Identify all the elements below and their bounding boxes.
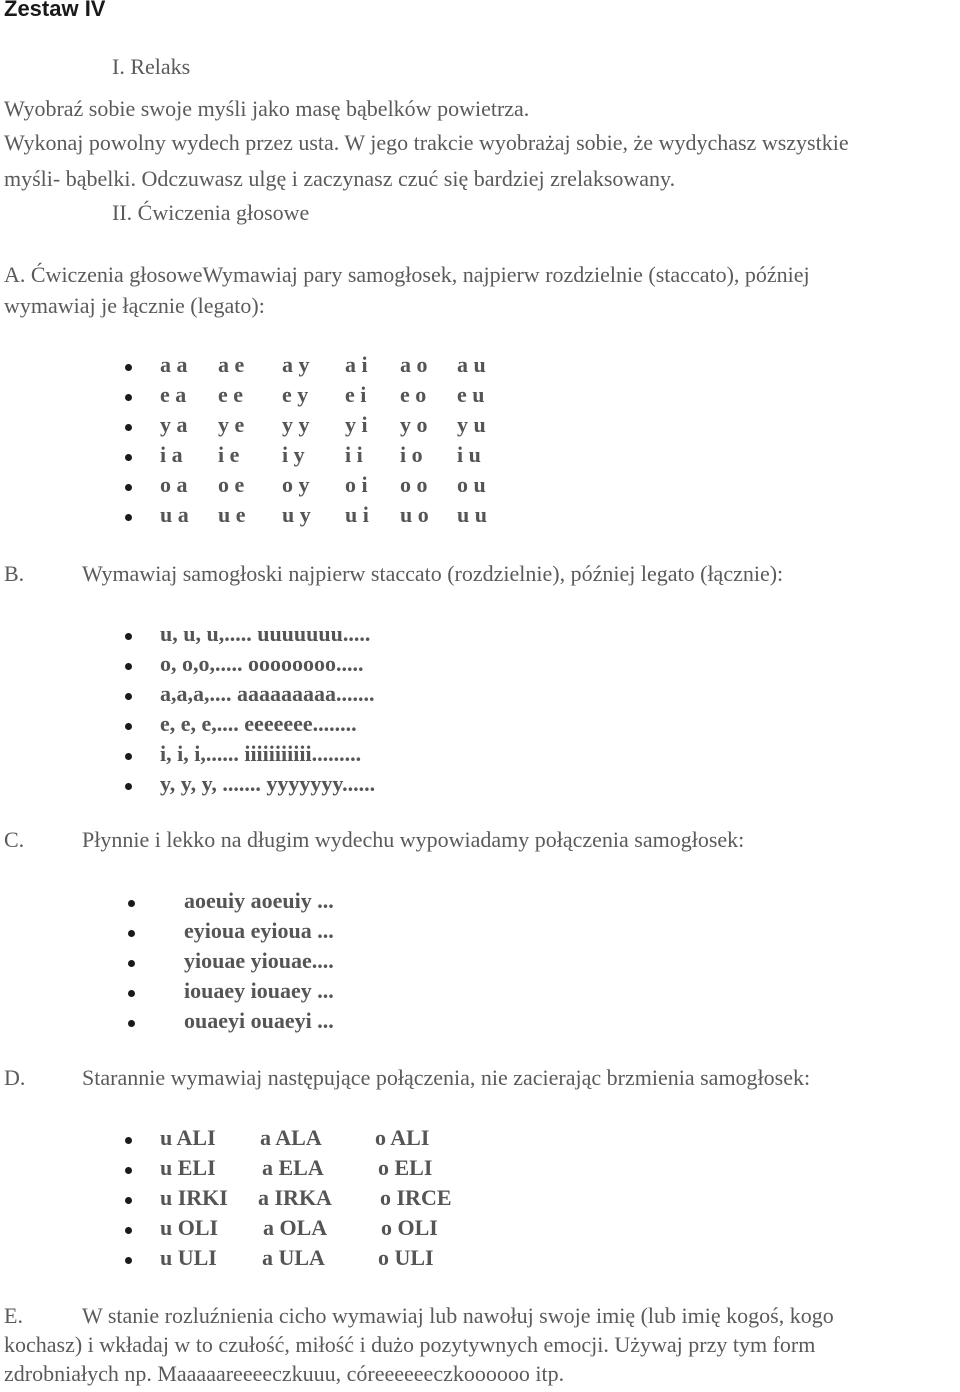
part-c-instruction: Płynnie i lekko na długim wydechu wypowiadamy połączenia samogłosek: xyxy=(82,827,745,852)
vowel-pair: a y xyxy=(282,352,310,377)
syllable-combo: u ELI xyxy=(160,1155,216,1180)
syllable-combo: o ALI xyxy=(375,1125,430,1150)
section-relaks-heading: I. Relaks xyxy=(112,54,191,79)
part-e-line-1: W stanie rozluźnienia cicho wymawiaj lub nawołuj swoje imię (lub imię kogoś, kogo xyxy=(82,1303,834,1328)
list-item: i, i, i,...... iiiiiiiiiii......... xyxy=(160,741,362,766)
bullet-icon xyxy=(125,454,132,461)
bullet-icon xyxy=(125,753,132,760)
syllable-combo: o OLI xyxy=(381,1215,438,1240)
vowel-pair: e o xyxy=(400,382,427,407)
bullet-icon xyxy=(125,1227,132,1234)
bullet-icon xyxy=(125,723,132,730)
syllable-combo: u ULI xyxy=(160,1245,217,1270)
vowel-pair: i y xyxy=(282,442,305,467)
vowel-pair: y y xyxy=(282,412,310,437)
syllable-combo: a ALA xyxy=(260,1125,322,1150)
part-c-label: C. xyxy=(4,827,25,852)
vowel-pair: o i xyxy=(345,472,368,497)
bullet-icon xyxy=(128,990,135,997)
vowel-pair: i i xyxy=(345,442,363,467)
bullet-icon xyxy=(125,484,132,491)
vowel-pair: e y xyxy=(282,382,309,407)
part-a-line-2: wymawiaj je łącznie (legato): xyxy=(4,293,265,318)
bullet-icon xyxy=(125,394,132,401)
bullet-icon xyxy=(125,1137,132,1144)
vowel-pair: i u xyxy=(457,442,481,467)
list-item: y, y, y, ....... yyyyyyy...... xyxy=(160,771,376,796)
list-item: e, e, e,.... eeeeeee........ xyxy=(160,711,357,736)
vowel-pair: o u xyxy=(457,472,486,497)
vowel-pair: e e xyxy=(218,382,244,407)
bullet-icon xyxy=(125,663,132,670)
list-item: o, o,o,..... oooooooo..... xyxy=(160,651,364,676)
vowel-pair: a a xyxy=(160,352,188,377)
syllable-combo: a ULA xyxy=(262,1245,325,1270)
list-item: yiouae yiouae.... xyxy=(184,948,334,973)
syllable-combo: a OLA xyxy=(263,1215,328,1240)
bullet-icon xyxy=(125,1257,132,1264)
syllable-combo: o IRCE xyxy=(380,1185,452,1210)
syllable-combo: o ELI xyxy=(378,1155,433,1180)
vowel-pair: e a xyxy=(160,382,187,407)
section-glosowe-heading: II. Ćwiczenia głosowe xyxy=(112,200,310,225)
bullet-icon xyxy=(125,364,132,371)
part-a-line-1: A. Ćwiczenia głosoweWymawiaj pary samogłosek, najpierw rozdzielnie (staccato), później xyxy=(4,262,810,287)
bullet-icon xyxy=(125,1167,132,1174)
bullet-icon xyxy=(125,633,132,640)
bullet-icon xyxy=(128,930,135,937)
bullet-icon xyxy=(125,514,132,521)
bullet-icon xyxy=(128,1020,135,1027)
bullet-icon xyxy=(125,424,132,431)
bullet-icon xyxy=(125,1197,132,1204)
vowel-pair: u u xyxy=(457,502,487,527)
syllable-combo: u OLI xyxy=(160,1215,219,1240)
vowel-pair: u a xyxy=(160,502,189,527)
relaks-line-2: Wykonaj powolny wydech przez usta. W jego trakcie wyobrażaj sobie, że wydychasz wszystkie xyxy=(4,130,849,155)
vowel-pair: u e xyxy=(218,502,246,527)
syllable-combo: u ALI xyxy=(160,1125,216,1150)
list-item: iouaey iouaey ... xyxy=(184,978,334,1003)
syllable-combo: a ELA xyxy=(262,1155,324,1180)
vowel-pair: e i xyxy=(345,382,367,407)
vowel-pair: a o xyxy=(400,352,428,377)
bullet-icon xyxy=(125,783,132,790)
part-b-label: B. xyxy=(4,561,25,586)
vowel-pair: a i xyxy=(345,352,368,377)
vowel-pair: e u xyxy=(457,382,485,407)
vowel-pair: a u xyxy=(457,352,486,377)
list-item: eyioua eyioua ... xyxy=(184,918,334,943)
document-title: Zestaw IV xyxy=(4,0,106,21)
vowel-pair: o o xyxy=(400,472,428,497)
vowel-pair: y e xyxy=(218,412,245,437)
part-e-label: E. xyxy=(4,1303,23,1328)
vowel-pair: u y xyxy=(282,502,311,527)
vowel-pair: y u xyxy=(457,412,486,437)
part-d-label: D. xyxy=(4,1065,26,1090)
list-item: ouaeyi ouaeyi ... xyxy=(184,1008,334,1033)
vowel-pair: a e xyxy=(218,352,245,377)
vowel-pair: i a xyxy=(160,442,183,467)
bullet-icon xyxy=(128,960,135,967)
bullet-icon xyxy=(128,900,135,907)
relaks-line-3: myśli- bąbelki. Odczuwasz ulgę i zaczynasz czuć się bardziej zrelaksowany. xyxy=(4,166,676,191)
vowel-pair: y a xyxy=(160,412,188,437)
part-e-line-3: zdrobniałych np. Maaaaareeeeczkuuu, córeeeeeeczkoooooo itp. xyxy=(4,1361,565,1386)
vowel-pair: o y xyxy=(282,472,310,497)
vowel-pair: y o xyxy=(400,412,428,437)
list-item: u, u, u,..... uuuuuuu..... xyxy=(160,621,371,646)
relaks-line-1: Wyobraź sobie swoje myśli jako masę bąbelków powietrza. xyxy=(4,96,530,121)
vowel-pair: y i xyxy=(345,412,368,437)
part-d-instruction: Starannie wymawiaj następujące połączenia, nie zacierając brzmienia samogłosek: xyxy=(82,1065,811,1090)
vowel-pair: i o xyxy=(400,442,423,467)
vowel-pair: o a xyxy=(160,472,188,497)
syllable-combo: o ULI xyxy=(378,1245,434,1270)
vowel-pair: i e xyxy=(218,442,240,467)
syllable-combo: u IRKI xyxy=(160,1185,228,1210)
syllable-combo: a IRKA xyxy=(258,1185,332,1210)
list-item: aoeuiy aoeuiy ... xyxy=(184,888,334,913)
part-b-instruction: Wymawiaj samogłoski najpierw staccato (rozdzielnie), później legato (łącznie): xyxy=(82,561,784,586)
bullet-icon xyxy=(125,693,132,700)
vowel-pair: u i xyxy=(345,502,369,527)
part-e-line-2: kochasz) i wkładaj w to czułość, miłość i dużo pozytywnych emocji. Używaj przy tym form xyxy=(4,1332,816,1357)
vowel-pair: o e xyxy=(218,472,245,497)
list-item: a,a,a,.... aaaaaaaaa....... xyxy=(160,681,375,706)
vowel-pair: u o xyxy=(400,502,429,527)
